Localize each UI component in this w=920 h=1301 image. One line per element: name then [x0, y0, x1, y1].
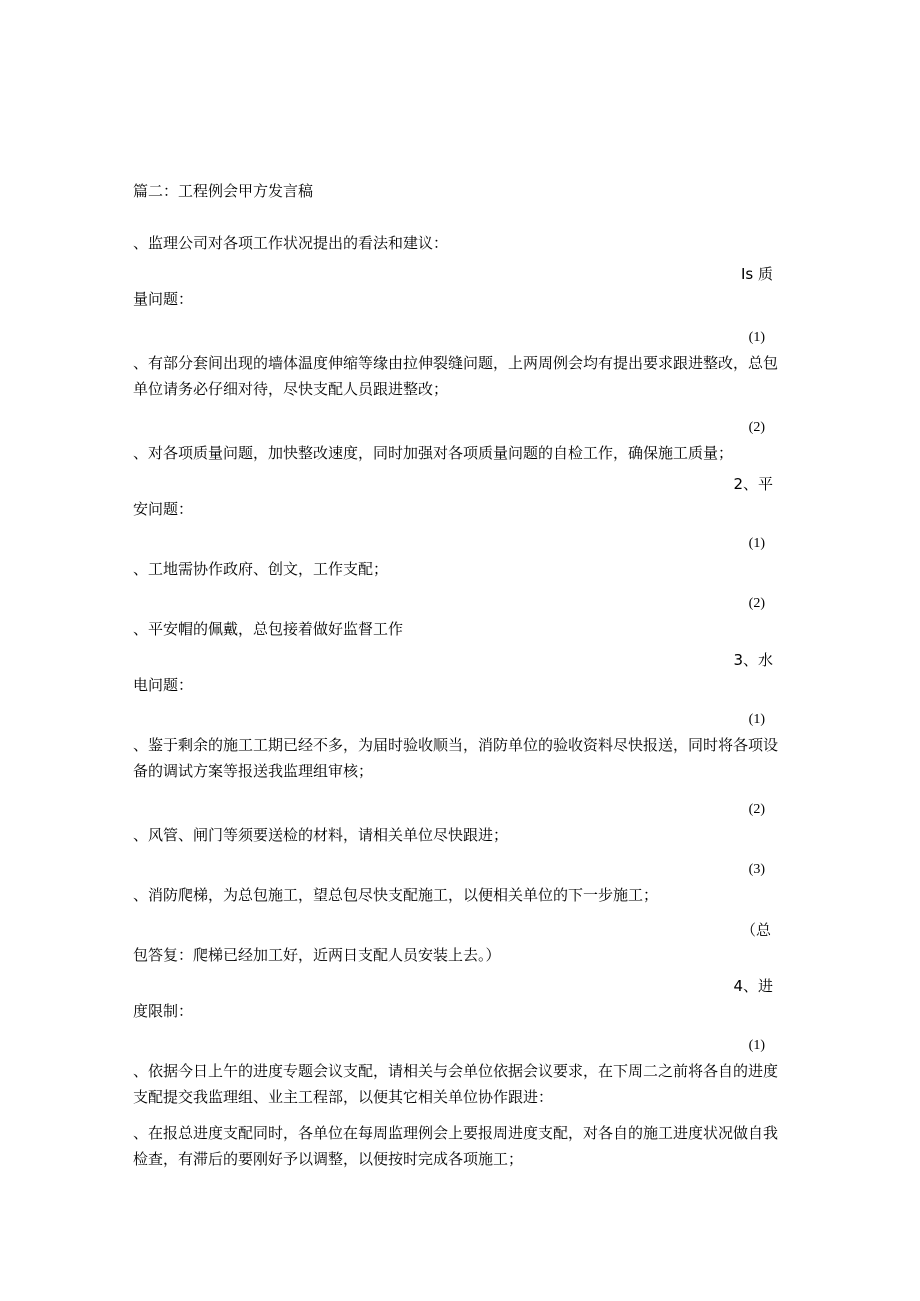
document-title: 篇二：工程例会甲方发言稿: [133, 182, 314, 200]
quality-item-1-text: 、有部分套间出现的墙体温度伸缩等缘由拉伸裂缝问题，上两周例会均有提出要求跟进整改，总包单位请务必仔细对待，尽快支配人员跟进整改；: [133, 354, 779, 398]
utility-item-2-number: (2): [748, 802, 765, 817]
schedule-item-1-text: 、依据今日上午的进度专题会议支配，请相关与会单位依据会议要求，在下周二之前将各自的进度支配提交我监理组、业主工程部，以便其它相关单位协作跟进：: [133, 1062, 779, 1106]
quality-item-2-number: (2): [748, 420, 765, 435]
section-schedule-heading: 度限制：: [133, 1002, 194, 1020]
section-schedule-number: 4、进: [733, 977, 773, 995]
document-body: [133, 178, 785, 1172]
utility-reply-prefix: （总: [740, 921, 771, 939]
intro-line: 、监理公司对各项工作状况提出的看法和建议：: [133, 234, 449, 252]
section-quality-heading: 量问题：: [133, 290, 194, 308]
section-utility-number: 3、水: [733, 651, 773, 669]
safety-item-2-number: (2): [748, 596, 765, 611]
utility-item-1-number: (1): [748, 712, 765, 727]
section-quality-number: Is 质: [740, 265, 773, 283]
quality-item-2-text: 、对各项质量问题，加快整改速度，同时加强对各项质量问题的自检工作，确保施工质量；: [133, 444, 734, 462]
quality-item-1-number: (1): [748, 330, 765, 345]
section-utility-heading: 电问题：: [133, 676, 194, 694]
utility-reply-text: 包答复：爬梯已经加工好，近两日支配人员安装上去。）: [133, 946, 501, 964]
schedule-item-1-number: (1): [748, 1038, 765, 1053]
utility-item-3-text: 、消防爬梯，为总包施工，望总包尽快支配施工，以便相关单位的下一步施工；: [133, 886, 659, 904]
safety-item-2-text: 、平安帽的佩戴，总包接着做好监督工作: [133, 620, 404, 638]
safety-item-1-text: 、工地需协作政府、创文，工作支配；: [133, 560, 389, 578]
utility-item-1-text: 、鉴于剩余的施工工期已经不多，为届时验收顺当，消防单位的验收资料尽快报送，同时将各项设备的调试方案等报送我监理组审核；: [133, 736, 779, 780]
section-safety-heading: 安问题：: [133, 500, 194, 518]
section-safety-number: 2、平: [733, 475, 773, 493]
utility-item-3-number: (3): [748, 862, 765, 877]
utility-item-2-text: 、风管、闸门等须要送检的材料，请相关单位尽快跟进；: [133, 826, 509, 844]
safety-item-1-number: (1): [748, 536, 765, 551]
schedule-item-2-text: 、在报总进度支配同时，各单位在每周监理例会上要报周进度支配，对各自的施工进度状况做自我检查，有滞后的要刚好予以调整，以便按时完成各项施工；: [133, 1124, 779, 1168]
